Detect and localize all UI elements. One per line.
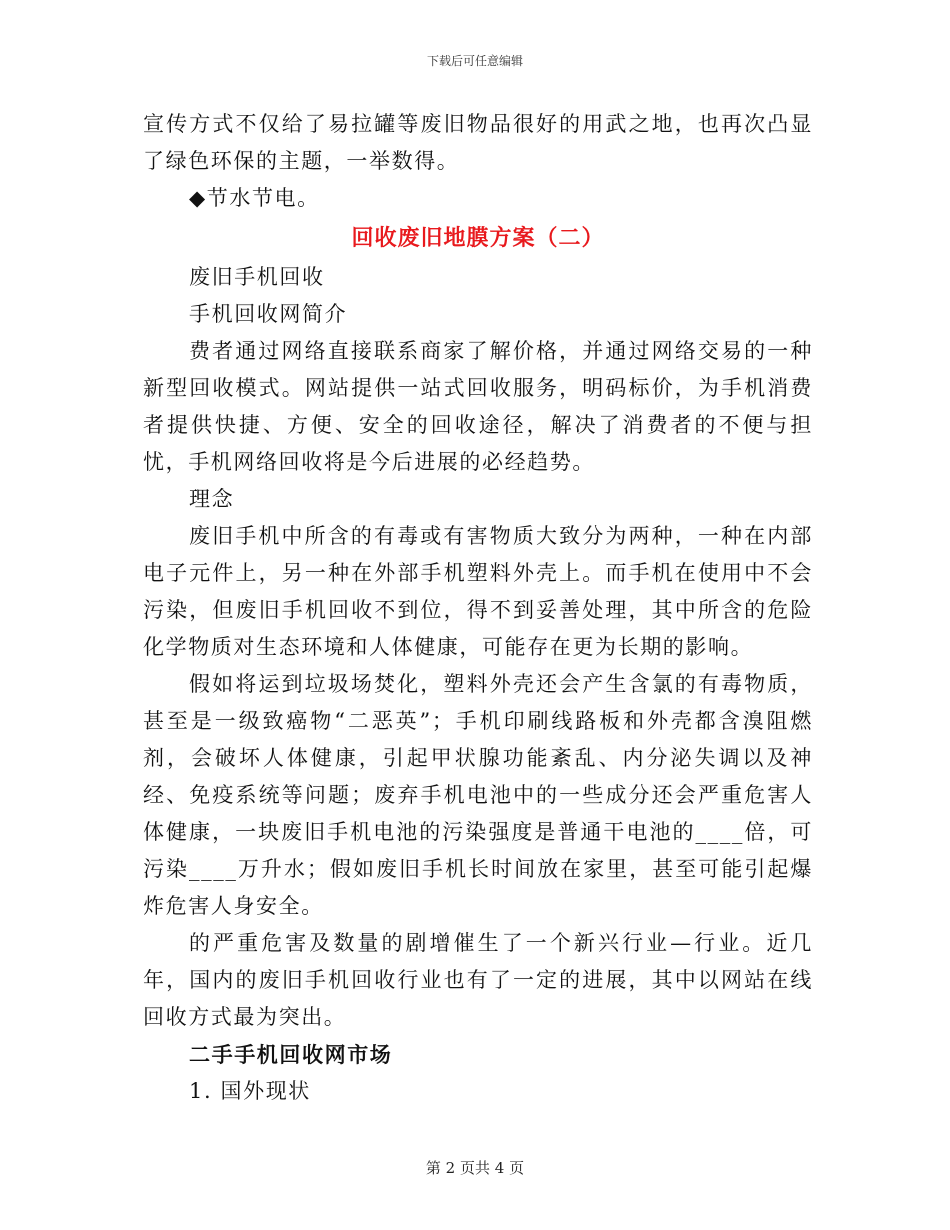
heading-abroad-status: 1. 国外现状	[189, 1079, 311, 1103]
paragraph-incineration: 假如将运到垃圾场焚化，塑料外壳还会产生含氯的有毒物质，甚至是一级致癌物“二恶英”；手机印刷线路板和外壳都含溴阻燃剂，会破坏人体健康，引起甲状腺功能紊乱、内分泌失调以及神经、免疫系统等问题；废弃手机电池中的一些成分还会严重危害人体健康，一块废旧手机电池的污染强度是普通干电池的____倍，可污染____万升水；假如废旧手机长时间放在家里，甚至可能引起爆炸危害人身安全。	[143, 672, 813, 918]
bullet-item: ◆节水节电。	[189, 186, 320, 210]
paragraph-industry: 的严重危害及数量的剧增催生了一个新兴行业—行业。近几年，国内的废旧手机回收行业也有了一定的进展，其中以网站在线回收方式最为突出。	[143, 931, 813, 1029]
page-header: 下载后可任意编辑	[426, 54, 523, 68]
document-body	[143, 106, 813, 1110]
heading-site-intro: 手机回收网简介	[189, 302, 348, 326]
heading-concept: 理念	[189, 487, 235, 511]
heading-phone-recycling: 废旧手机回收	[189, 265, 325, 289]
paragraph-hazards: 废旧手机中所含的有毒或有害物质大致分为两种，一种在内部电子元件上，另一种在外部手机塑料外壳上。而手机在使用中不会污染，但废旧手机回收不到位，得不到妥善处理，其中所含的危险化学物质对生态环境和人体健康，可能存在更为长期的影响。	[143, 524, 813, 659]
paragraph-site-intro: 费者通过网络直接联系商家了解价格，并通过网络交易的一种新型回收模式。网站提供一站式回收服务，明码标价，为手机消费者提供快捷、方便、安全的回收途径，解决了消费者的不便与担忧，手机网络回收将是今后进展的必经趋势。	[143, 339, 813, 474]
section-title: 回收废旧地膜方案（二）	[351, 225, 605, 251]
paragraph-intro: 宣传方式不仅给了易拉罐等废旧物品很好的用武之地，也再次凸显了绿色环保的主题，一举数得。	[143, 112, 813, 173]
page-footer: 第 2 页共 4 页	[425, 1159, 525, 1177]
heading-market: 二手手机回收网市场	[189, 1042, 393, 1067]
